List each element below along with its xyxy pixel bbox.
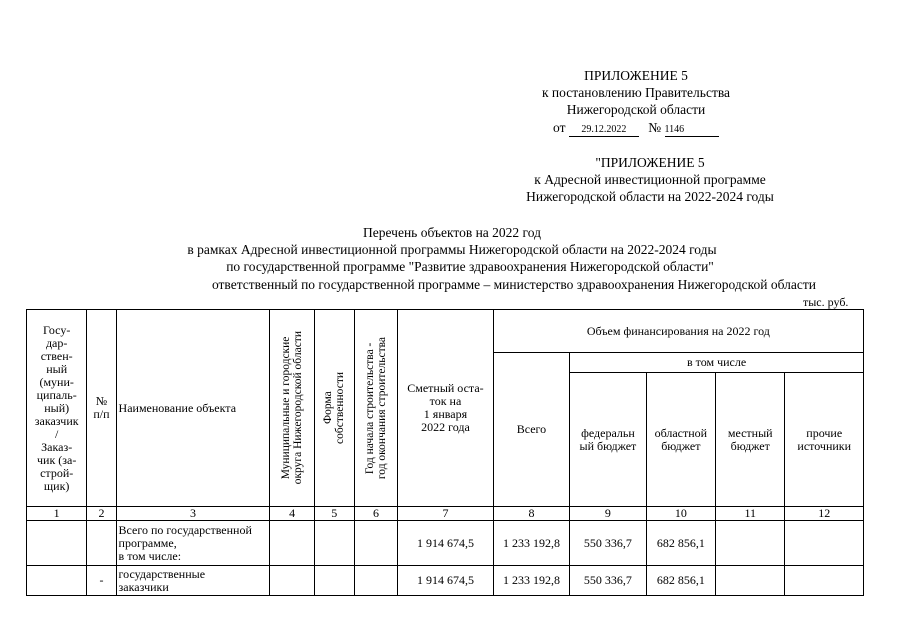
cell-years [354, 521, 397, 566]
table-row [27, 521, 864, 566]
resolution-line: к постановлению Правительства [541, 85, 731, 100]
cell-name [116, 521, 270, 566]
header-funding: Объем финансирования на 2022 год [493, 310, 863, 353]
header-customer [27, 310, 87, 507]
cell-remaining: 1 914 674,5 [398, 521, 494, 566]
doc-title-line1: Перечень объектов на 2022 год [363, 225, 541, 240]
colnum: 9 [570, 507, 646, 521]
units-label: тыс. руб. [803, 295, 849, 309]
cell-municipal [270, 521, 314, 566]
header-other-text: прочие источники [797, 425, 852, 453]
header-years-text: Год начала строительства - год окончания строительства [364, 336, 389, 480]
cell-name [116, 566, 270, 596]
cell-name-text: государственные заказчики [118, 566, 206, 594]
colnum: 4 [270, 507, 314, 521]
cell-num [87, 521, 116, 566]
header-num [87, 310, 116, 507]
header-ownership [314, 310, 354, 507]
doc-title-line3: по государственной программе "Развитие здравоохранения Нижегородской области" [226, 259, 714, 274]
cell-years [354, 566, 397, 596]
date-prefix: от [553, 120, 566, 135]
cell-regional: 682 856,1 [646, 566, 715, 596]
header-customer-text: Госу- дар- ствен- ный (муни- ципаль- ный) заказчик / Заказ- чик (за- строй- щик) [34, 322, 79, 493]
doc-title-line2: в рамках Адресной инвестиционной программы Нижегородской области на 2022-2024 годы [187, 242, 717, 257]
region-line: Нижегородской области [566, 102, 706, 117]
cell-remaining: 1 914 674,5 [398, 566, 494, 596]
number-sign: № [648, 120, 662, 135]
cell-other [785, 521, 864, 566]
cell-municipal [270, 566, 314, 596]
header-other [785, 373, 864, 507]
colnum: 5 [314, 507, 354, 521]
cell-local [716, 566, 785, 596]
cell-ownership [314, 521, 354, 566]
colnum: 1 [27, 507, 87, 521]
sub-program-line: к Адресной инвестиционной программе [534, 172, 766, 187]
cell-other [785, 566, 864, 596]
header-municipal [270, 310, 314, 507]
header-ownership-text: Форма собственности [322, 372, 347, 444]
cell-num: - [87, 566, 116, 596]
table-row [27, 566, 864, 596]
header-name: Наименование объекта [116, 310, 270, 507]
colnum: 10 [646, 507, 715, 521]
date-value: 29.12.2022 [569, 124, 639, 137]
cell-federal: 550 336,7 [570, 566, 646, 596]
colnum: 6 [354, 507, 397, 521]
header-federal-text: федеральн ый бюджет [579, 425, 637, 453]
cell-customer [27, 521, 87, 566]
header-num-text: № п/п [93, 394, 110, 421]
appendix-title: ПРИЛОЖЕНИЕ 5 [584, 68, 688, 83]
cell-total: 1 233 192,8 [493, 521, 569, 566]
colnum: 12 [785, 507, 864, 521]
cell-total: 1 233 192,8 [493, 566, 569, 596]
sub-region-line: Нижегородской области на 2022-2024 годы [526, 189, 774, 204]
column-numbers-row [27, 507, 864, 521]
colnum: 7 [398, 507, 494, 521]
cell-name-text: Всего по государственной программе, в том числе: [118, 522, 252, 563]
header-including: в том числе [570, 353, 864, 373]
cell-federal: 550 336,7 [570, 521, 646, 566]
header-remaining [398, 310, 494, 507]
header-local [716, 373, 785, 507]
cell-local [716, 521, 785, 566]
header-years [354, 310, 397, 507]
objects-table [26, 309, 864, 596]
header-regional-text: областной бюджет [654, 425, 708, 453]
header-municipal-text: Муниципальные и городские округа Нижегородской области [280, 331, 305, 485]
header-regional [646, 373, 715, 507]
header-total: Всего [493, 353, 569, 507]
header-federal [570, 373, 646, 507]
doc-title-line4: ответственный по государственной программе – министерство здравоохранения Нижегородской области [211, 277, 817, 292]
cell-regional: 682 856,1 [646, 521, 715, 566]
colnum: 11 [716, 507, 785, 521]
date-number-line [553, 120, 719, 137]
cell-ownership [314, 566, 354, 596]
colnum: 3 [116, 507, 270, 521]
colnum: 8 [493, 507, 569, 521]
header-local-text: местный бюджет [727, 425, 773, 453]
sub-appendix-title: "ПРИЛОЖЕНИЕ 5 [595, 155, 705, 170]
cell-customer [27, 566, 87, 596]
header-remaining-text: Сметный оста- ток на 1 января 2022 года [407, 381, 484, 434]
number-value: 1146 [665, 124, 719, 137]
colnum: 2 [87, 507, 116, 521]
